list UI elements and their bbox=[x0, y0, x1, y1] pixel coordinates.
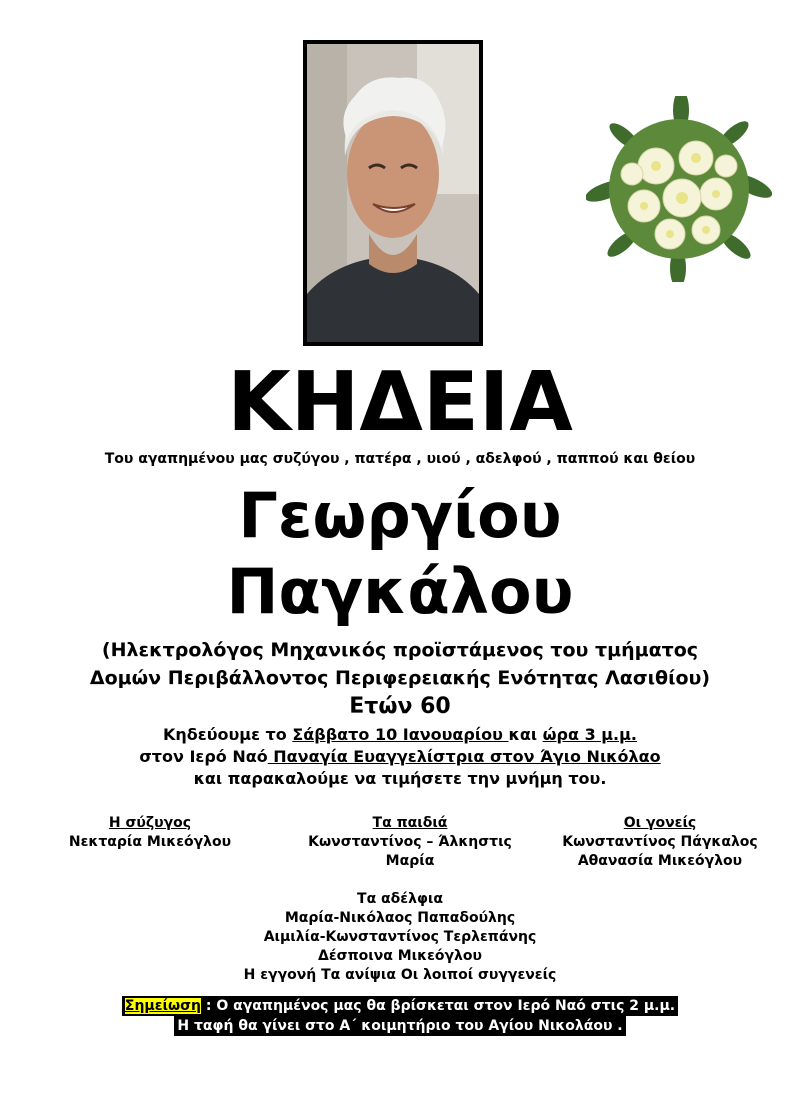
note-label: Σημείωση bbox=[124, 998, 201, 1014]
service-and: και bbox=[508, 725, 538, 744]
note-line-2: Η ταφή θα γίνει στο Α΄ κοιμητήριο του Αγίου Νικολάου . bbox=[174, 1016, 625, 1036]
parents-line-2: Αθανασία Μικεόγλου bbox=[577, 853, 743, 869]
siblings-heading: Τα αδέλφια bbox=[357, 891, 443, 907]
profession-line-1: (Ηλεκτρολόγος Μηχανικός προϊστάμενος του τμήματος bbox=[101, 639, 699, 661]
relatives-line: Η εγγονή Τα ανίψια Οι λοιποί συγγενείς bbox=[243, 967, 557, 983]
service-details bbox=[0, 724, 800, 790]
spouse-name: Νεκταρία Μικεόγλου bbox=[68, 834, 232, 850]
deceased-name bbox=[0, 478, 800, 630]
note-text: : Ο αγαπημένος μας θα βρίσκεται στον Ιερό Ναό στις 2 μ.μ. bbox=[201, 998, 676, 1014]
service-time: ώρα 3 μ.μ. bbox=[542, 725, 637, 744]
flower-bouquet-image bbox=[586, 96, 772, 282]
church-prefix: στον Ιερό Ναό bbox=[139, 747, 268, 766]
name-second-line: Παγκάλου bbox=[226, 555, 574, 628]
siblings-line-1: Μαρία-Νικόλαος Παπαδούλης bbox=[284, 910, 516, 926]
parents-column bbox=[540, 814, 780, 871]
profession-line-2: Δομών Περιβάλλοντος Περιφερειακής Ενότητας Λασιθίου) bbox=[89, 667, 711, 689]
service-date: Σάββατο 10 Ιανουαρίου bbox=[292, 725, 509, 744]
siblings-line-2: Αιμιλία-Κωνσταντίνος Τερλεπάνης bbox=[263, 929, 537, 945]
service-line-2 bbox=[0, 746, 800, 768]
profession-text bbox=[0, 636, 800, 692]
service-line-3: και παρακαλούμε να τιμήσετε την μνήμη του. bbox=[193, 769, 607, 788]
parents-line-1: Κωνσταντίνος Πάγκαλος bbox=[562, 834, 758, 850]
children-column bbox=[290, 814, 530, 871]
spouse-heading: Η σύζυγος bbox=[108, 815, 192, 831]
church-name: Παναγία Ευαγγελίστρια στον Άγιο Νικόλαο bbox=[267, 747, 661, 766]
note-block bbox=[0, 996, 800, 1036]
parents-heading: Οι γονείς bbox=[623, 815, 697, 831]
children-heading: Τα παιδιά bbox=[372, 815, 448, 831]
intro-text: Του αγαπημένου μας συζύγου , πατέρα , υιού , αδελφού , παππού και θείου bbox=[104, 451, 696, 467]
age-text: Ετών 60 bbox=[349, 694, 451, 719]
siblings-line-3: Δέσποινα Μικεόγλου bbox=[318, 948, 482, 964]
page-title: ΚΗΔΕΙΑ bbox=[227, 355, 573, 450]
siblings-block bbox=[0, 890, 800, 985]
spouse-column bbox=[40, 814, 260, 852]
children-line-2: Μαρία bbox=[385, 853, 435, 869]
service-intro: Κηδεύουμε το bbox=[163, 725, 287, 744]
name-first-line: Γεωργίου bbox=[238, 479, 562, 552]
note-line-1 bbox=[122, 996, 678, 1016]
portrait-photo bbox=[303, 40, 483, 346]
children-line-1: Κωνσταντίνος – Άλκηστις bbox=[308, 834, 512, 850]
service-line-1 bbox=[0, 724, 800, 746]
